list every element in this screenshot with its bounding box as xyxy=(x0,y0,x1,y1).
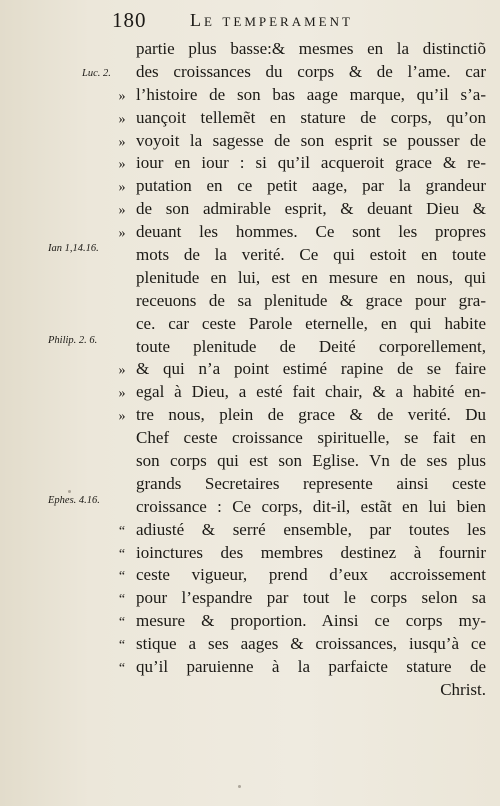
line-text: Christ. xyxy=(440,679,486,699)
quote-mark: “ xyxy=(118,638,126,654)
line-text: stique a ses aages & croissances, iusqu’à ce xyxy=(136,634,486,654)
quote-mark: » xyxy=(118,386,126,402)
quote-mark: » xyxy=(118,157,126,173)
text-line xyxy=(0,450,500,473)
line-text: deuant les hommes. Ce sont les propres xyxy=(136,222,486,242)
text-line xyxy=(0,358,500,381)
margin-note: Philip. 2. 6. xyxy=(48,334,98,346)
line-text: receuons de sa plenitude & grace pour gra- xyxy=(136,290,486,310)
line-text: mesure & proportion. Ainsi ce corps my- xyxy=(136,611,486,631)
text-line xyxy=(0,244,500,267)
text-line xyxy=(0,84,500,107)
quote-mark: “ xyxy=(118,546,126,562)
line-text: qu’il paruienne à la parfaicte stature de xyxy=(136,657,486,677)
line-text: croissance : Ce corps, dit-il, estãt en lui bien xyxy=(136,496,486,516)
line-text: l’histoire de son bas aage marque, qu’il s’a- xyxy=(136,84,486,104)
text-line xyxy=(0,404,500,427)
text-line xyxy=(0,107,500,130)
text-line xyxy=(0,519,500,542)
body-text xyxy=(0,38,500,702)
margin-note: Ian 1,14.16. xyxy=(48,243,99,255)
quote-mark: “ xyxy=(118,661,126,677)
line-text: putation en ce petit aage, par la grandeur xyxy=(136,176,486,196)
text-line xyxy=(0,633,500,656)
line-text: plenitude en lui, est en mesure en nous, qui xyxy=(136,267,486,287)
text-line xyxy=(0,542,500,565)
quote-mark: “ xyxy=(118,569,126,585)
text-line xyxy=(0,656,500,679)
text-line xyxy=(0,564,500,587)
line-text: & qui n’a point estimé rapine de se faire xyxy=(136,359,486,379)
text-line xyxy=(0,427,500,450)
quote-mark: “ xyxy=(118,592,126,608)
quote-mark: » xyxy=(118,203,126,219)
text-line xyxy=(0,152,500,175)
line-text: partie plus basse:& mesmes en la distinctiõ xyxy=(136,39,486,58)
quote-mark: “ xyxy=(118,615,126,631)
line-text: de son admirable esprit, & deuant Dieu & xyxy=(136,199,486,219)
line-text: ce. car ceste Parole eternelle, en qui habite xyxy=(136,313,486,333)
line-text: pour l’espandre par tout le corps selon sa xyxy=(136,588,486,608)
line-text: adiusté & serré ensemble, par toutes les xyxy=(136,519,486,539)
quote-mark: » xyxy=(118,88,126,104)
quote-mark: » xyxy=(118,363,126,379)
line-text: grands Secretaires represente ainsi ceste xyxy=(136,473,486,493)
text-line xyxy=(0,496,500,519)
text-line xyxy=(0,38,500,61)
running-title: Le temperament xyxy=(190,10,353,30)
quote-mark: » xyxy=(118,111,126,127)
text-line xyxy=(0,587,500,610)
margin-note: Luc. 2. xyxy=(82,67,111,79)
text-line xyxy=(0,290,500,313)
text-line xyxy=(0,175,500,198)
text-line xyxy=(0,198,500,221)
margin-note: Ephes. 4.16. xyxy=(48,494,100,506)
line-text: son corps qui est son Eglise. Vn de ses plus xyxy=(136,451,486,471)
line-text: mots de la verité. Ce qui estoit en toute xyxy=(136,245,486,265)
text-line xyxy=(0,679,500,702)
line-text: des croissances du corps & de l’ame. car xyxy=(136,61,486,81)
text-line xyxy=(0,336,500,359)
paper-speck xyxy=(68,490,71,493)
text-line xyxy=(0,381,500,404)
quote-mark: » xyxy=(118,134,126,150)
page-number: 180 xyxy=(112,8,147,32)
text-line xyxy=(0,61,500,84)
text-line xyxy=(0,130,500,153)
line-text: egal à Dieu, a esté fait chair, & a habité en- xyxy=(136,382,486,402)
line-text: toute plenitude de Deité corporellement, xyxy=(136,336,486,356)
quote-mark: » xyxy=(118,409,126,425)
paper-speck xyxy=(238,785,241,788)
line-text: ioinctures des membres destinez à fournir xyxy=(136,542,486,562)
line-text: tre nous, plein de grace & de verité. Du xyxy=(136,405,486,425)
line-text: voyoit la sagesse de son esprit se pousser de xyxy=(136,130,486,150)
quote-mark: “ xyxy=(118,523,126,539)
quote-mark: » xyxy=(118,226,126,242)
line-text: iour en iour : si qu’il acqueroit grace & re- xyxy=(136,153,486,173)
line-text: uançoit tellemẽt en stature de corps, qu’on xyxy=(136,107,486,127)
line-text: ceste vigueur, prend d’eux accroissement xyxy=(136,565,486,585)
text-line xyxy=(0,267,500,290)
line-text: Chef ceste croissance spirituelle, se fait en xyxy=(136,428,486,448)
page-header xyxy=(112,8,482,32)
text-line xyxy=(0,610,500,633)
quote-mark: » xyxy=(118,180,126,196)
